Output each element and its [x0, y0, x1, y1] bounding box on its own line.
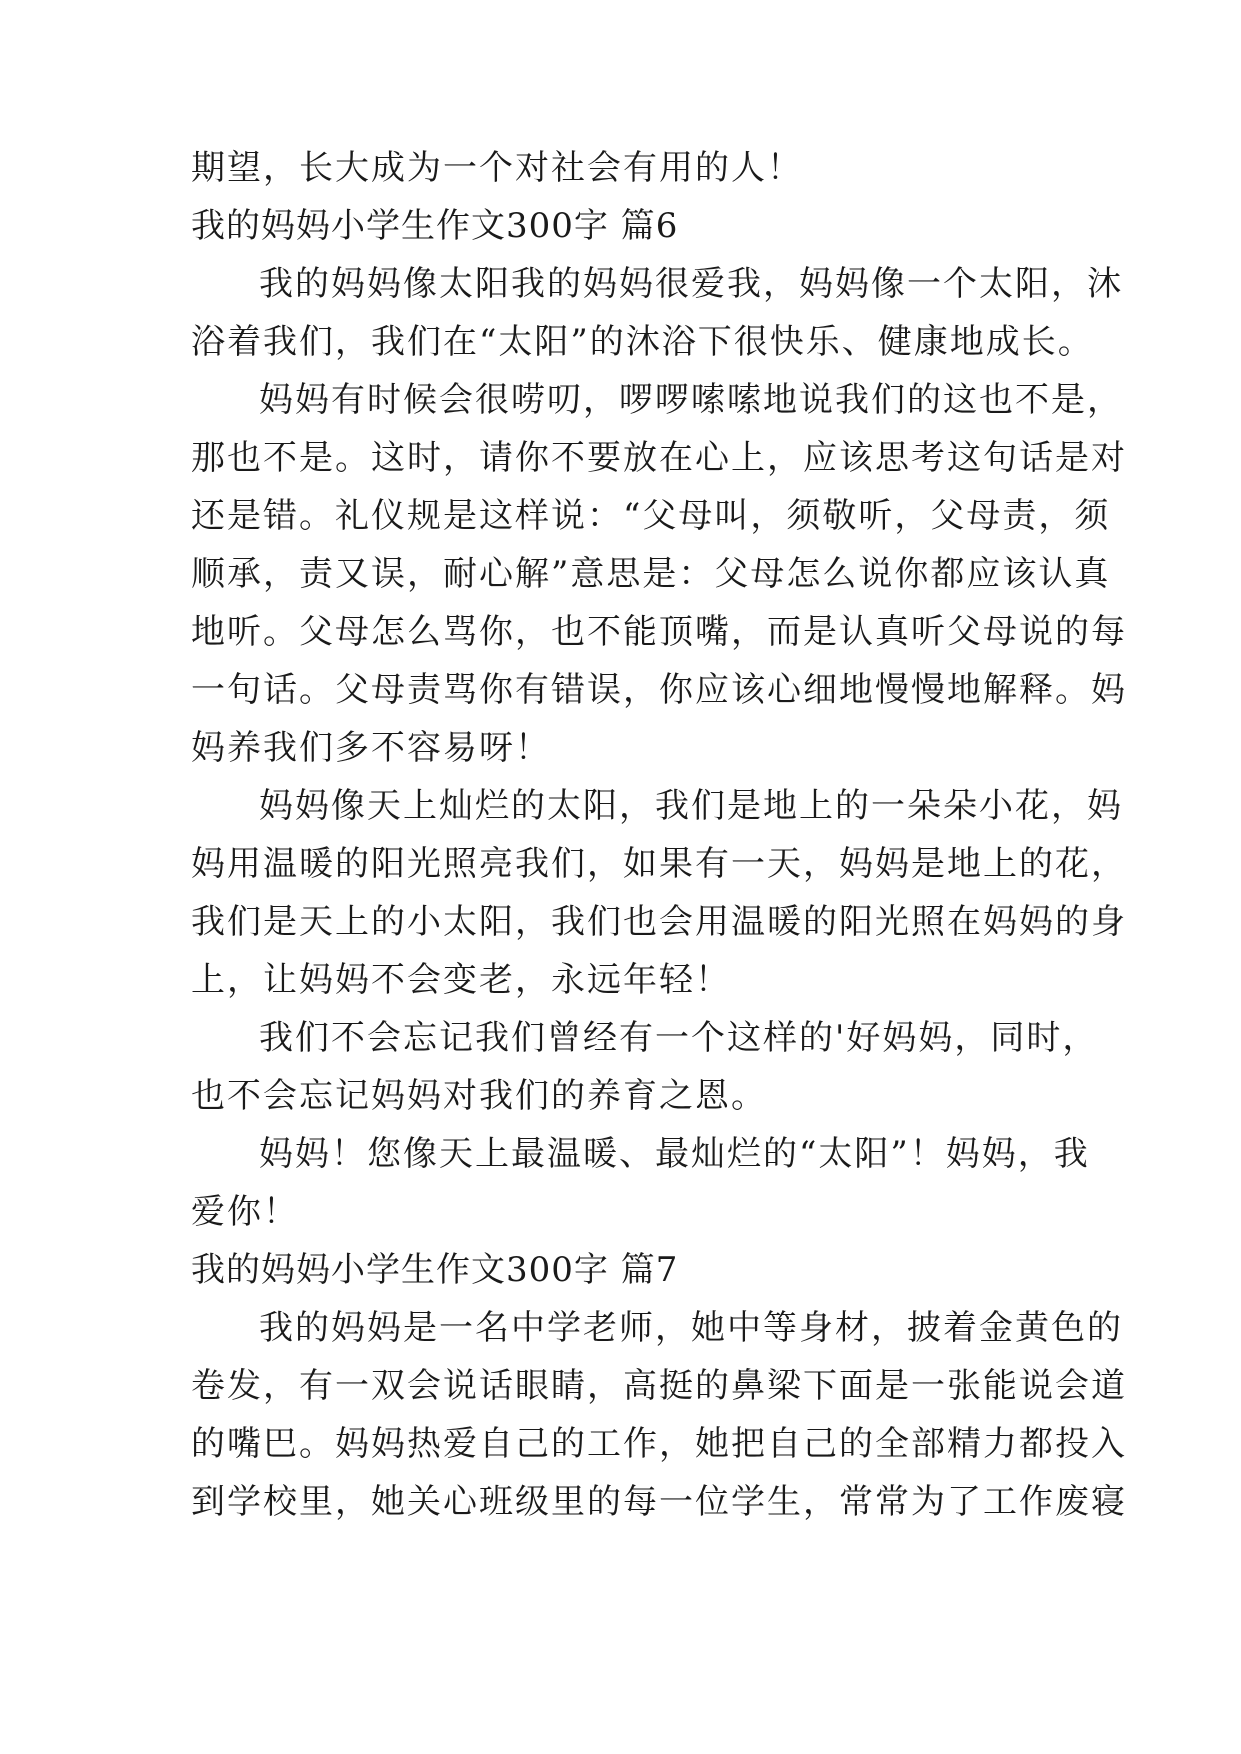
text-line: 我的妈妈是一名中学老师，她中等身材，披着金黄色的: [259, 1308, 1123, 1348]
text-line: 上，让妈妈不会变老，永远年轻！: [191, 960, 731, 1000]
text-line: 爱你！: [191, 1192, 299, 1232]
text-line: 我们是天上的小太阳，我们也会用温暖的阳光照在妈妈的身: [191, 902, 1127, 942]
text-line: 我们不会忘记我们曾经有一个这样的'好妈妈，同时，: [259, 1018, 1099, 1058]
text-line: 妈养我们多不容易呀！: [191, 728, 551, 768]
text-line: 妈妈！您像天上最温暖、最灿烂的“太阳”！妈妈，我: [259, 1134, 1090, 1174]
text-line: 妈妈像天上灿烂的太阳，我们是地上的一朵朵小花，妈: [259, 786, 1123, 826]
text-line: 一句话。父母责骂你有错误，你应该心细地慢慢地解释。妈: [191, 670, 1127, 710]
text-line: 浴着我们，我们在“太阳”的沐浴下很快乐、健康地成长。: [191, 322, 1094, 362]
text-line: 妈妈有时候会很唠叨，啰啰嗦嗦地说我们的这也不是，: [259, 380, 1123, 420]
text-line: 期望，长大成为一个对社会有用的人！: [191, 148, 803, 188]
text-line: 我的妈妈像太阳我的妈妈很爱我，妈妈像一个太阳，沐: [259, 264, 1123, 304]
text-line: 到学校里，她关心班级里的每一位学生，常常为了工作废寝: [191, 1482, 1127, 1522]
section-heading: 我的妈妈小学生作文300字 篇7: [191, 1250, 679, 1290]
text-line: 那也不是。这时，请你不要放在心上，应该思考这句话是对: [191, 438, 1127, 478]
text-line: 卷发，有一双会说话眼睛，高挺的鼻梁下面是一张能说会道: [191, 1366, 1127, 1406]
text-line: 妈用温暖的阳光照亮我们，如果有一天，妈妈是地上的花，: [191, 844, 1127, 884]
text-line: 的嘴巴。妈妈热爱自己的工作，她把自己的全部精力都投入: [191, 1424, 1127, 1464]
text-line: 地听。父母怎么骂你，也不能顶嘴，而是认真听父母说的每: [191, 612, 1127, 652]
section-heading: 我的妈妈小学生作文300字 篇6: [191, 206, 679, 246]
text-line: 也不会忘记妈妈对我们的养育之恩。: [191, 1076, 767, 1116]
text-line: 顺承，责又误，耐心解”意思是：父母怎么说你都应该认真: [191, 554, 1111, 594]
text-line: 还是错。礼仪规是这样说：“父母叫，须敬听，父母责，须: [191, 496, 1111, 536]
